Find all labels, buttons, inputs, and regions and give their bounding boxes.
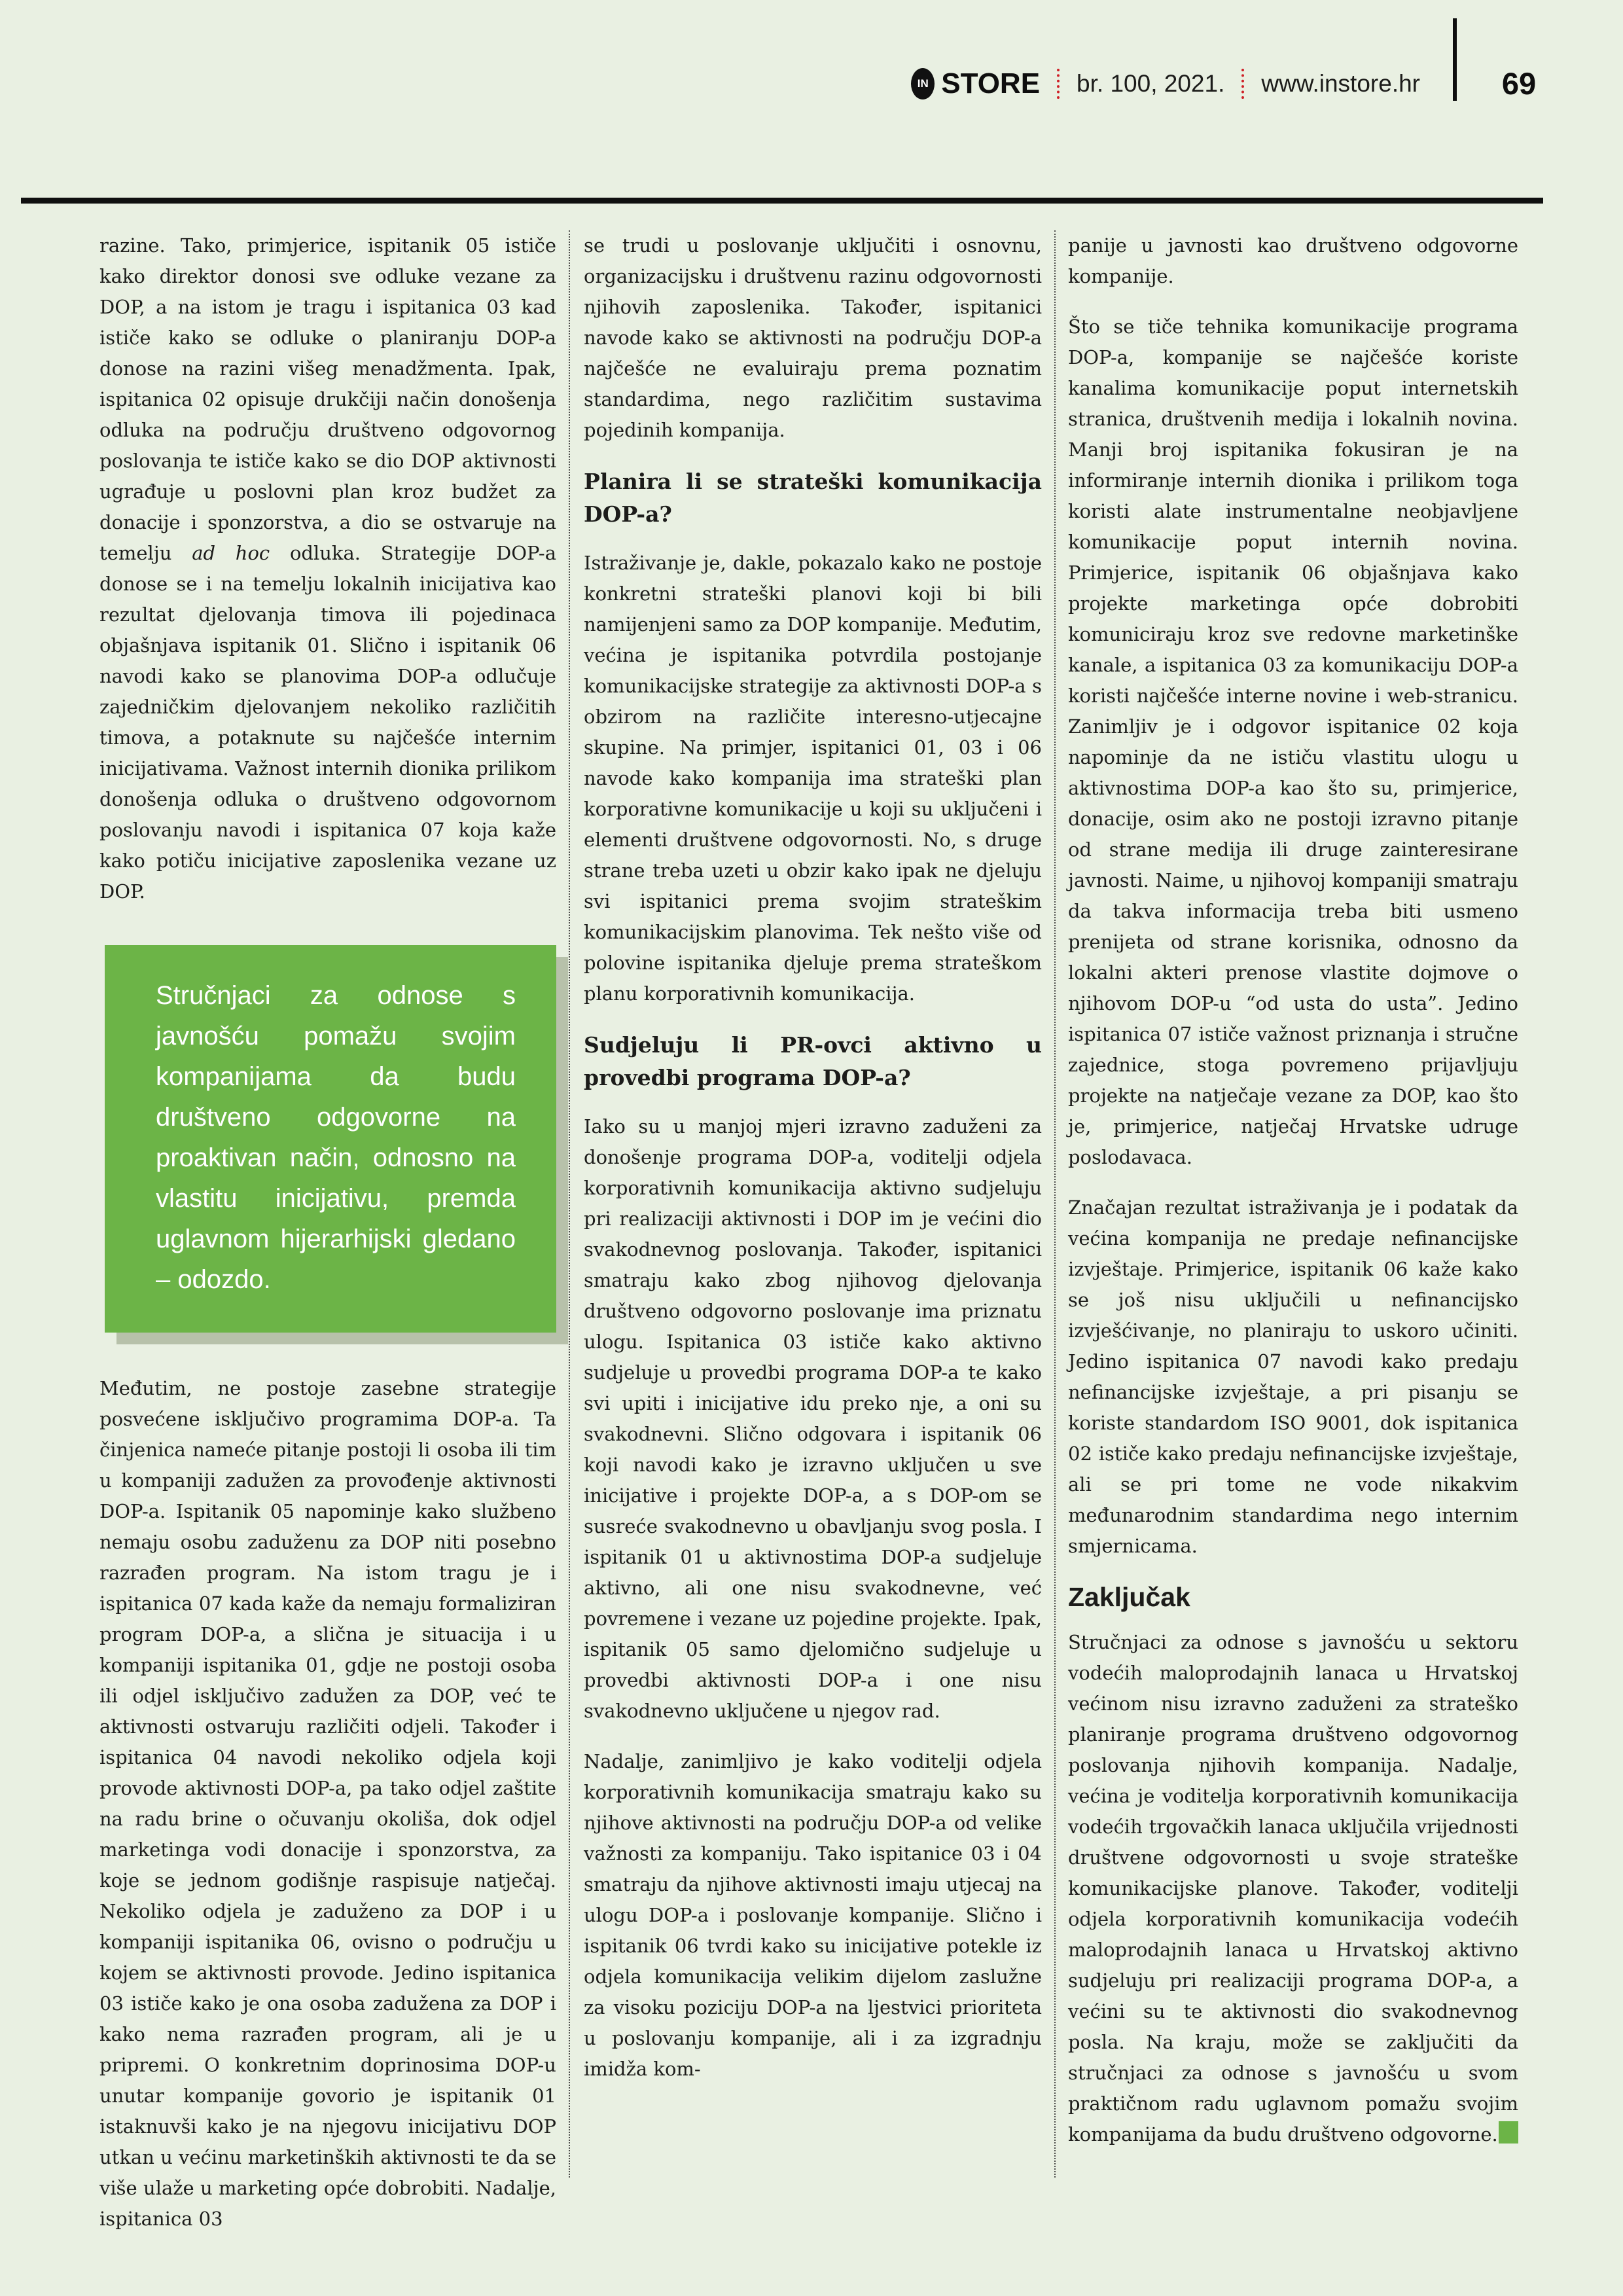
store-wordmark: STORE xyxy=(941,67,1041,99)
article-end-marker xyxy=(1499,2121,1518,2144)
paragraph-text: odluka. Strategije DOP-a donose se i na temelju lokalnih inicijativa kao rezultat djelovanja timova ili pojedinaca objašnjava ispitanik 01. Slično i ispitanik 06 navodi kako se planovima DOP-a odlučuje zajedničkim djelovanjem nekoliko različitih timova, a potaknute su najčešće internim inicijativama. Važnost internih dionika prilikom donošenja odluka o društveno odgovornom poslovanju navodi i ispitanica 07 koja kaže kako potiču inicijative zaposlenika vezane uz DOP. xyxy=(99,542,557,903)
red-dotted-separator xyxy=(1241,69,1244,99)
heading-zakljucak: Zaključak xyxy=(1068,1582,1190,1612)
paragraph-text: Stručnjaci za odnose s javnošću u sektoru vodećih maloprodajnih lanaca u Hrvatskoj većinom nisu izravno zaduženi za strateško planiranje programa društveno odgovornog poslovanja njihovih kompanija. Nadalje, većina je voditelja korporativnih komunikacija vodećih trgovačkih lanaca uključila vrijednosti društvene odgovornosti u svoje strateške komunikacijske planove. Također, voditelji odjela korporativnih komunikacija vodećih maloprodajnih lanaca u Hrvatskoj aktivno sudjeluju pri realizaciji programa DOP-a, a većini su te aktivnosti dio svakodnevnog posla. Na kraju, može se zaključiti da stručnjaci za odnose s javnošću u svom praktičnom radu uglavnom pomažu svojim kompanijama da budu društveno odgovorne. xyxy=(1068,1631,1518,2145)
paragraph xyxy=(1068,1627,1518,2150)
website-label: www.instore.hr xyxy=(1261,70,1420,97)
section-rule xyxy=(21,198,1543,204)
subheading-planira: Planira li se strateški komunikacija DOP-a? xyxy=(584,469,1042,527)
subheading-sudjeluju: Sudjeluju li PR-ovci aktivno u provedbi programa DOP-a? xyxy=(584,1032,1042,1090)
instore-logo-icon: IN xyxy=(911,68,935,99)
header-divider xyxy=(1453,18,1457,101)
column-separator xyxy=(1054,230,1056,2178)
issue-label: br. 100, 2021. xyxy=(1077,70,1225,97)
paragraph: Međutim, ne postoje zasebne strategije posvećene isključivo programima DOP-a. Ta činjenica nameće pitanje postoji li osoba ili tim u kompaniji zadužen za provođenje aktivnosti DOP-a. Ispitanik 05 napominje kako službeno nemaju osobu zaduženu za DOP niti posebno razrađen program. Na istom tragu je i ispitanica 07 kada kaže da nemaju formaliziran program DOP-a, a slična je situacija i u kompaniji ispitanika 01, gdje ne postoji osoba ili odjel isključivo zadužen za DOP, već te aktivnosti ostvaruju različiti odjeli. Također i ispitanica 04 navodi nekoliko odjela koji provode aktivnosti DOP-a, pa tako odjel zaštite na radu brine o očuvanju okoliša, dok odjel marketinga vodi donacije i sponzorstva, za koje se jednom godišnje raspisuje natječaj. Nekoliko odjela je zaduženo za DOP i u kompaniji ispitanika 06, ovisno o području u kojem se aktivnosti provode. Jedino ispitanica 03 ističe kako je ona osoba zadužena za DOP i kako nema razrađen program, ali je u pripremi. O konkretnim doprinosima DOP-u unutar kompanije govorio je ispitanik 01 istaknuvši kako je na njegovu inicijativu DOP utkan u većinu marketinških aktivnosti te da se više ulaže u marketing opće dobrobiti. Nadalje, ispitanica 03 xyxy=(99,1377,556,2230)
paragraph: panije u javnosti kao društveno odgovorne kompanije. xyxy=(1068,234,1518,287)
text-column-2 xyxy=(584,230,1042,2214)
instore-logo xyxy=(911,67,1040,100)
paragraph: se trudi u poslovanje uključiti i osnovnu, organizacijsku i društvenu razinu odgovornosti njihovih zaposlenika. Također, ispitanici navode kako se aktivnosti na području DOP-a najčešće ne evaluiraju prema poznatim standardima, nego različitim sustavima pojedinih kompanija. xyxy=(584,234,1042,441)
pull-quote-text: Stručnjaci za odnose s javnošću pomažu svojim kompanijama da budu društveno odgovorne na proaktivan način, odnosno na vlastitu inicijativu, premda uglavnom hijerarhijski gledano – odozdo. xyxy=(156,981,516,1294)
red-dotted-separator xyxy=(1057,69,1060,99)
paragraph: Značajan rezultat istraživanja je i podatak da većina kompanija ne predaje nefinancijske izvještaje. Primjerice, ispitanik 06 kaže kako se još nisu uključili u nefinancijsko izvješćivanje, no planiraju to uskoro učiniti. Jedino ispitanica 07 navodi kako predaju nefinancijske izvještaje, a pri pisanju se koriste standardom ISO 9001, dok ispitanica 02 ističe kako predaju nefinancijske izvještaje, ali se pri tome ne vode nikakvim međunarodnim standardima nego internim smjernicama. xyxy=(1068,1196,1518,1557)
page-header xyxy=(917,58,1420,110)
italic-phrase: ad hoc xyxy=(192,542,270,564)
text-column-1 xyxy=(99,230,557,2230)
column-separator xyxy=(569,230,570,2178)
pull-quote xyxy=(105,945,556,1333)
paragraph: Nadalje, zanimljivo je kako voditelji odjela korporativnih komunikacija smatraju kako su njihove aktivnosti na području DOP-a od velike važnosti za kompaniju. Tako ispitanice 03 i 04 smatraju da njihove aktivnosti imaju utjecaj na ulogu DOP-a i poslovanje kompanije. Slično i ispitanik 06 tvrdi kako su inicijative potekle iz odjela komunikacija velikim dijelom zaslužne za visoku poziciju DOP-a na ljestvici prioriteta u poslovanju kompanije, ali i za izgradnju imidža kom- xyxy=(584,1750,1042,2080)
paragraph-text: razine. Tako, primjerice, ispitanik 05 ističe kako direktor donosi sve odluke vezane za DOP, a na istom je tragu i ispitanica 03 kad ističe kako se odluke o planiranju DOP-a donose na razini višeg menadžmenta. Ipak, ispitanica 02 opisuje drukčiji način donošenja odluka na području društveno odgovornog poslovanja te ističe kako se dio DOP aktivnosti ugrađuje u poslovni plan kroz budžet za donacije i sponzorstva, a dio se ostvaruje na temelju xyxy=(99,234,556,564)
page-number: 69 xyxy=(1501,66,1537,101)
text-column-3 xyxy=(1068,230,1518,2214)
paragraph xyxy=(99,230,556,907)
paragraph: Istraživanje je, dakle, pokazalo kako ne postoje konkretni strateški planovi koji bi bili namijenjeni samo za DOP kompanije. Međutim, većina je ispitanika potvrdila postojanje komunikacijske strategije za aktivnosti DOP-a s obzirom na različite interesno-utjecajne skupine. Na primjer, ispitanici 01, 03 i 06 navode kako kompanija ima strateški plan korporativne komunikacije u koji su uključeni i elementi društvene odgovornosti. No, s druge strane treba uzeti u obzir kako ipak ne djeluju svi ispitanici prema svojim strateškim komunikacijskim planovima. Tek nešto više od polovine ispitanika djeluje prema strateškom planu korporativnih komunikacija. xyxy=(584,552,1042,1005)
paragraph: Iako su u manjoj mjeri izravno zaduženi za donošenje programa DOP-a, voditelji odjela korporativnih komunikacija aktivno sudjeluju pri realizaciji aktivnosti i DOP im je većini dio svakodnevnog poslovanja. Također, ispitanici smatraju kako zbog njihovog djelovanja društveno odgovorno poslovanje ima priznatu ulogu. Ispitanica 03 ističe kako aktivno sudjeluje u provedbi programa DOP-a te kako svi upiti i inicijative idu preko nje, a oni su svakodnevni. Slično odgovara i ispitanik 06 koji navodi kako je izravno uključen u sve inicijative i projekte DOP-a, a s DOP-om se susreće svakodnevno u obavljanju svog posla. I ispitanik 01 u aktivnostima DOP-a sudjeluje aktivno, ali one nisu svakodnevne, već povremene i vezane uz pojedine projekte. Ipak, ispitanik 05 samo djelomično sudjeluje u provedbi aktivnosti DOP-a i one nisu svakodnevno uključene u njegov rad. xyxy=(584,1115,1042,1722)
paragraph: Što se tiče tehnika komunikacije programa DOP-a, kompanije se najčešće koriste kanalima komunikacije poput internetskih stranica, društvenih medija i lokalnih novina. Manji broj ispitanika fokusiran je na informiranje internih dionika i prilikom toga koristi alate instrumentalne neobjavljene komunikacije poput internih novina. Primjerice, ispitanik 06 objašnjava kako projekte marketinga opće dobrobiti komuniciraju kroz sve redovne marketinške kanale, a ispitanica 03 za komunikaciju DOP-a koristi najčešće interne novine i web-stranicu. Zanimljiv je i odgovor ispitanice 02 koja napominje da ne ističu vlastitu ulogu u aktivnostima DOP-a kao što su, primjerice, donacije, osim ako ne postoji izravno pitanje od strane medija ili druge zainteresirane javnosti. Naime, u njihovoj kompaniji smatraju da takva informacija treba biti usmeno prenijeta od strane korisnika, odnosno da lokalni akteri prenose vlastite dojmove o njihovom DOP-u “od usta do usta”. Jedino ispitanica 07 ističe važnost priznanja i stručne zajednice, stoga povremeno prijavljuju projekte na natječaje vezane za DOP, kao što je, primjerice, natječaj Hrvatske udruge poslodavaca. xyxy=(1068,315,1518,1168)
